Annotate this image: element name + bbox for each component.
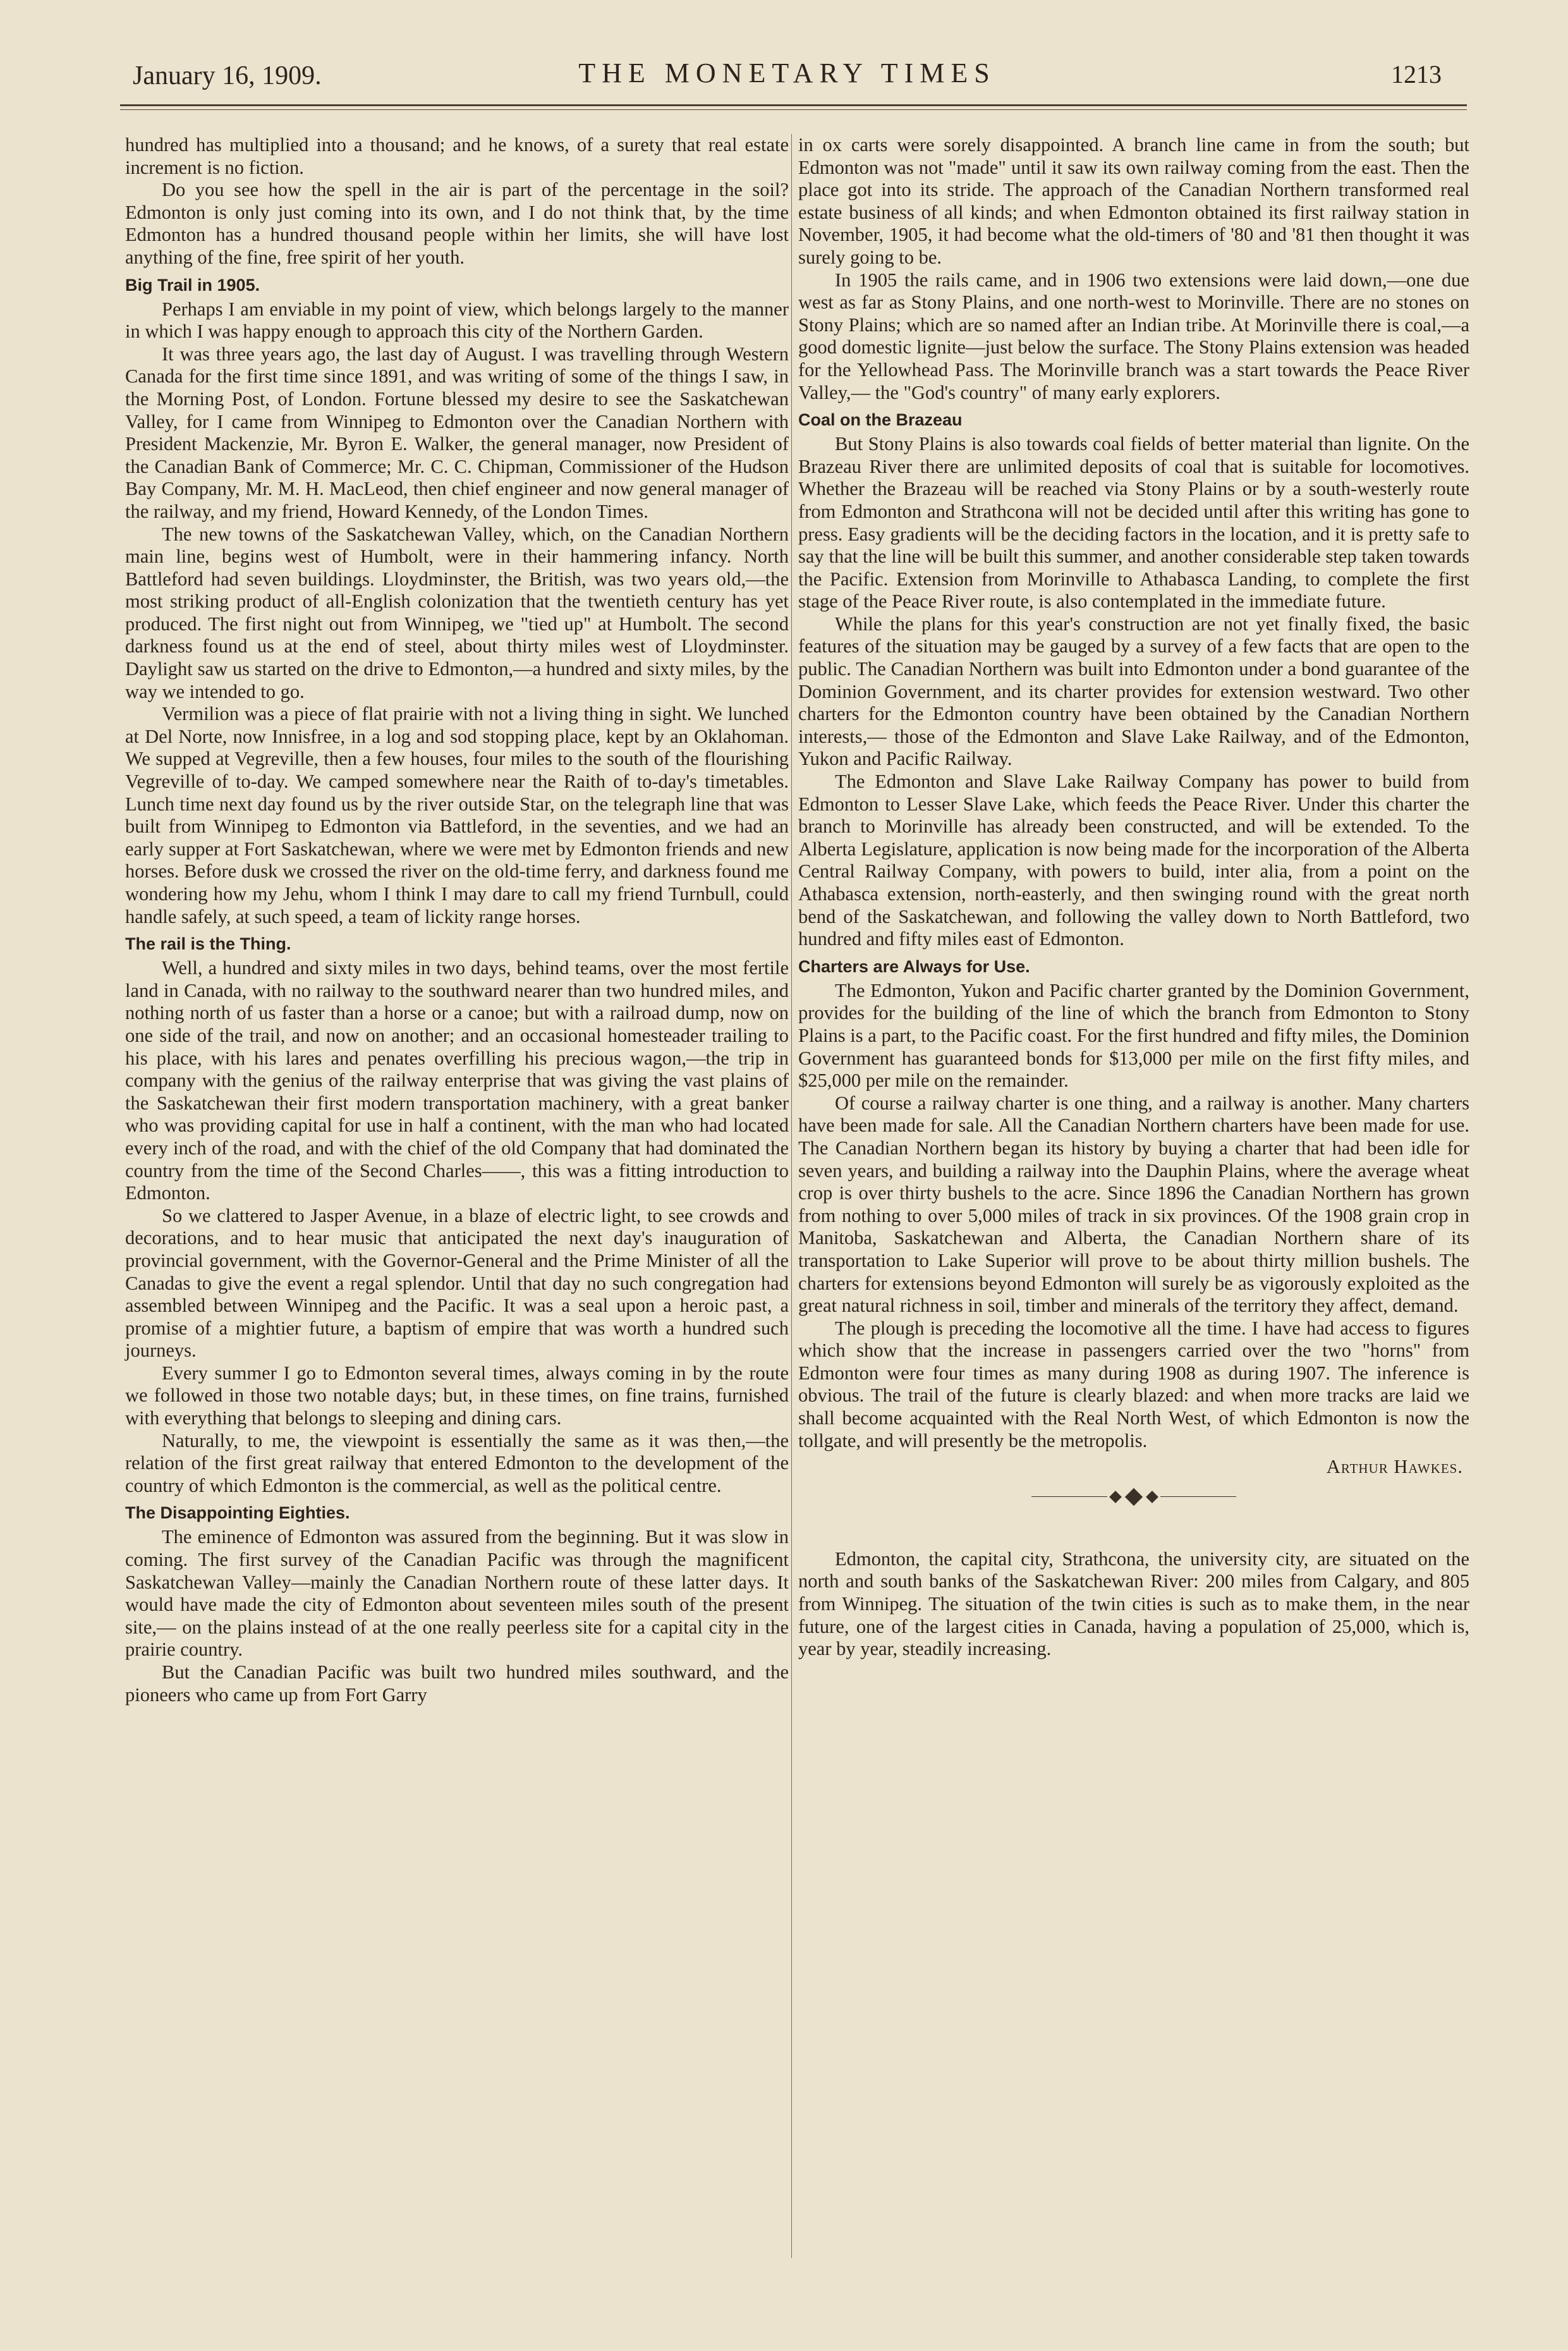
section-heading-big-trail: Big Trail in 1905. xyxy=(125,275,260,295)
ornament-diamond-icon xyxy=(1109,1491,1122,1503)
paragraph: It was three years ago, the last day of August. I was travelling through Western Canada for the first time since 1891, and was writing of some of the things I saw, in the Morning Post, of London. Fortune blessed my desire to see the Saskatchewan Valley, for I came from Winnipeg to Edmonton over the Canadian Northern with President Mackenzie, Mr. Byron E. Walker, the general manager, now President of the Canadian Bank of Commerce; Mr. C. C. Chipman, Commissioner of the Hudson Bay Company, Mr. M. H. MacLeod, then chief engineer and now general manager of the railway, and my friend, Howard Kennedy, of the London Times. xyxy=(125,343,789,522)
paragraph: So we clattered to Jasper Avenue, in a blaze of electric light, to see crowds and decorations, and to hear music that anticipated the next day's inauguration of provincial government, with the Governor-General and the Prime Minister of all the Canadas to give the event a regal splendor. Until that day no such congregation had assembled between Winnipeg and the Pacific. It was a seal upon a heroic past, a promise of a mightier future, a baptism of empire that was worth a hundred such journeys. xyxy=(125,1204,789,1362)
header-rule-thin xyxy=(120,109,1467,110)
paragraph: The Edmonton, Yukon and Pacific charter granted by the Dominion Government, provides for the building of the line of which the branch from Edmonton to Stony Plains is a part, to the Pacific coast. For the first hundred and fifty miles, the Dominion Government has guaranteed bonds for $13,000 per mile on the first fifty miles, and $25,000 per mile on the remainder. xyxy=(798,979,1469,1092)
publication-title: THE MONETARY TIMES xyxy=(578,58,996,89)
paragraph: The plough is preceding the locomotive all the time. I have had access to figures which show that the increase in passengers carried over the two "horns" from Edmonton were four times as many during 1908 as during 1907. The inference is obvious. The trail of the future is clearly blazed: and when more tracks are laid we shall become acquainted with the Real North West, of which Edmonton is now the tollgate, and will presently be the metropolis. xyxy=(798,1317,1469,1451)
paragraph: hundred has multiplied into a thousand; and he knows, of a surety that real estate increment is no fiction. xyxy=(125,134,789,178)
paragraph: The Edmonton and Slave Lake Railway Company has power to build from Edmonton to Lesser Slave Lake, which feeds the Peace River. Under this charter the branch to Morinville has already been constructed, and will be extended. To the Alberta Legislature, application is now being made for the incorporation of the Alberta Central Railway Company, with powers to build, inter alia, from a point on the Athabasca extension, north-easterly, and then swinging round with the great north bend of the Saskatchewan, and following the valley down to North Battleford, two hundred and fifty miles east of Edmonton. xyxy=(798,771,1469,950)
right-column xyxy=(798,134,1469,1661)
ornament-line-right xyxy=(1160,1496,1236,1497)
paragraph: Every summer I go to Edmonton several times, always coming in by the route we followed in those two notable days; but, in these times, on fine trains, furnished with everything that belongs to sleeping and dining cars. xyxy=(125,1362,789,1429)
header-rule-thick xyxy=(120,104,1467,106)
paragraph: Well, a hundred and sixty miles in two days, behind teams, over the most fertile land in Canada, with no railway to the southward nearer than two hundred miles, and nothing north of us faster than a horse or a canoe; but with a railroad dump, now on one side of the trail, and now on another; and an occasional homesteader trailing to his place, with his lares and penates overfilling his precious wagon,—the trip in company with the genius of the railway enterprise that was giving the vast plains of the Saskatchewan their first modern transportation machinery, with a great banker who was providing capital for use in half a continent, with the man who had located every inch of the road, and with the chief of the old Company that had dominated the country from the time of the Second Charles——, this was a fitting introduction to Edmonton. xyxy=(125,957,789,1204)
section-heading-charters-for-use: Charters are Always for Use. xyxy=(798,956,1030,976)
paragraph: Vermilion was a piece of flat prairie with not a living thing in sight. We lunched at Del Norte, now Innisfree, in a log and sod stopping place, kept by an Oklahoman. We supped at Vegreville, then a few houses, four miles to the south of the flourishing Vegreville of to-day. We camped somewhere near the Raith of to-day's timetables. Lunch time next day found us by the river outside Star, on the telegraph line that was built from Winnipeg to Edmonton via Battleford, in the seventies, and we had an early supper at Fort Saskatchewan, where we were met by Edmonton friends and new horses. Before dusk we crossed the river on the old-time ferry, and darkness found me wondering how my Jehu, whom I think I may dare to call my friend Turnbull, could handle safely, at such speed, a team of lickity range horses. xyxy=(125,703,789,927)
paragraph: While the plans for this year's construction are not yet finally fixed, the basic features of the situation may be gauged by a survey of a few facts that are open to the public. The Canadian Northern was built into Edmonton under a bond guarantee of the Dominion Government, and its charter provides for extension westward. Two other charters for the Edmonton country have been obtained by the Canadian Northern interests,— those of the Edmonton and Slave Lake Railway, and of the Edmonton, Yukon and Pacific Railway. xyxy=(798,613,1469,770)
column-divider xyxy=(791,134,792,2258)
section-heading-coal-on-the-brazeau: Coal on the Brazeau xyxy=(798,410,963,430)
paragraph: in ox carts were sorely disappointed. A branch line came in from the south; but Edmonton was not "made" until it saw its own railway coming from the east. Then the place got into its stride. The approach of the Canadian Northern transformed real estate business of all kinds; and when Edmonton obtained its first railway station in November, 1905, it had become what the old-timers of '80 and '81 then thought it was surely going to be. xyxy=(798,134,1469,268)
paragraph: Of course a railway charter is one thing, and a railway is another. Many charters have been made for sale. All the Canadian Northern charters have been made for use. The Canadian Northern began its history by buying a charter that had been idle for seven years, and building a railway into the Dauphin Plains, where the average wheat crop is over thirty bushels to the acre. Since 1896 the Canadian Northern has grown from nothing to over 5,000 miles of track in six provinces. Of the 1908 grain crop in Manitoba, Saskatchewan and Alberta, the Canadian Northern share of its transportation to Lake Superior will prove to be about thirty million bushels. The charters for extensions beyond Edmonton will surely be as vigorously exploited as the great natural richness in soil, timber and minerals of the territory they affect, demand. xyxy=(798,1092,1469,1317)
ornament-diamond-icon xyxy=(1146,1491,1158,1503)
ornament-line-left xyxy=(1031,1496,1107,1497)
paragraph: Edmonton, the capital city, Strathcona, the university city, are situated on the north and south banks of the Saskatchewan River: 200 miles from Calgary, and 805 from Winnipeg. The situation of the twin cities is such as to make them, in the near future, one of the largest cities in Canada, having a population of 25,000, which is, year by year, steadily increasing. xyxy=(798,1548,1469,1660)
ornament-diamond-icon xyxy=(1125,1488,1143,1506)
paragraph: But the Canadian Pacific was built two hundred miles southward, and the pioneers who came up from Fort Garry xyxy=(125,1661,789,1706)
section-heading-disappointing-eighties: The Disappointing Eighties. xyxy=(125,1503,350,1523)
left-column xyxy=(125,134,789,1706)
paragraph: Perhaps I am enviable in my point of view, which belongs largely to the manner in which I was happy enough to approach this city of the Northern Garden. xyxy=(125,298,789,343)
author-signature: Arthur Hawkes. xyxy=(1326,1456,1463,1478)
section-heading-rail-is-the-thing: The rail is the Thing. xyxy=(125,934,291,954)
paragraph: Naturally, to me, the viewpoint is essentially the same as it was then,—the relation of the first great railway that entered Edmonton to the development of the country of which Edmonton is the commercial, as well as the political centre. xyxy=(125,1429,789,1496)
paragraph: In 1905 the rails came, and in 1906 two extensions were laid down,—one due west as far as Stony Plains, and one north-west to Morinville. There are no stones on Stony Plains; which are so named after an Indian tribe. At Morinville there is coal,—a good domestic lignite—just below the surface. The Stony Plains extension was headed for the Yellowhead Pass. The Morinville branch was a start towards the Peace River Valley,— the "God's country" of many early explorers. xyxy=(798,269,1469,403)
paragraph: The new towns of the Saskatchewan Valley, which, on the Canadian Northern main line, begins west of Humbolt, were in their hammering infancy. North Battleford had seven buildings. Lloydminster, the British, was two years old,—the most striking product of all-English colonization that the twentieth century has yet produced. The first night out from Winnipeg, we "tied up" at Humbolt. The second darkness found us at the end of steel, about thirty miles west of Lloydminster. Daylight saw us started on the drive to Edmonton,—a hundred and sixty miles, by the way we intended to go. xyxy=(125,523,789,702)
paragraph: But Stony Plains is also towards coal fields of better material than lignite. On the Brazeau River there are unlimited deposits of coal that is suitable for locomotives. Whether the Brazeau will be reached via Stony Plains or by a south-westerly route from Edmonton and Strathcona will not be decided until after this writing has gone to press. Easy gradients will be the deciding factors in the location, and it is pretty safe to say that the line will be built this summer, and another considerable step taken towards the Pacific. Extension from Morinville to Athabasca Landing, to complete the first stage of the Peace River route, is also contemplated in the immediate future. xyxy=(798,433,1469,613)
page-number: 1213 xyxy=(1391,60,1442,89)
issue-date: January 16, 1909. xyxy=(133,61,322,90)
running-head xyxy=(133,56,1442,100)
ornamental-divider xyxy=(798,1479,1469,1515)
paragraph: Do you see how the spell in the air is part of the percentage in the soil? Edmonton is only just coming into its own, and I do not think that, by the time Edmonton has a hundred thousand people within her limits, she will have lost anything of the fine, free spirit of her youth. xyxy=(125,179,789,268)
paragraph: The eminence of Edmonton was assured from the beginning. But it was slow in coming. The first survey of the Canadian Pacific was through the magnificent Saskatchewan Valley—mainly the Canadian Northern route of these latter days. It would have made the city of Edmonton about seventeen miles south of the present site,— on the plains instead of at the one really peerless site for a capital city in the prairie country. xyxy=(125,1526,789,1661)
spacer xyxy=(798,1515,1469,1548)
